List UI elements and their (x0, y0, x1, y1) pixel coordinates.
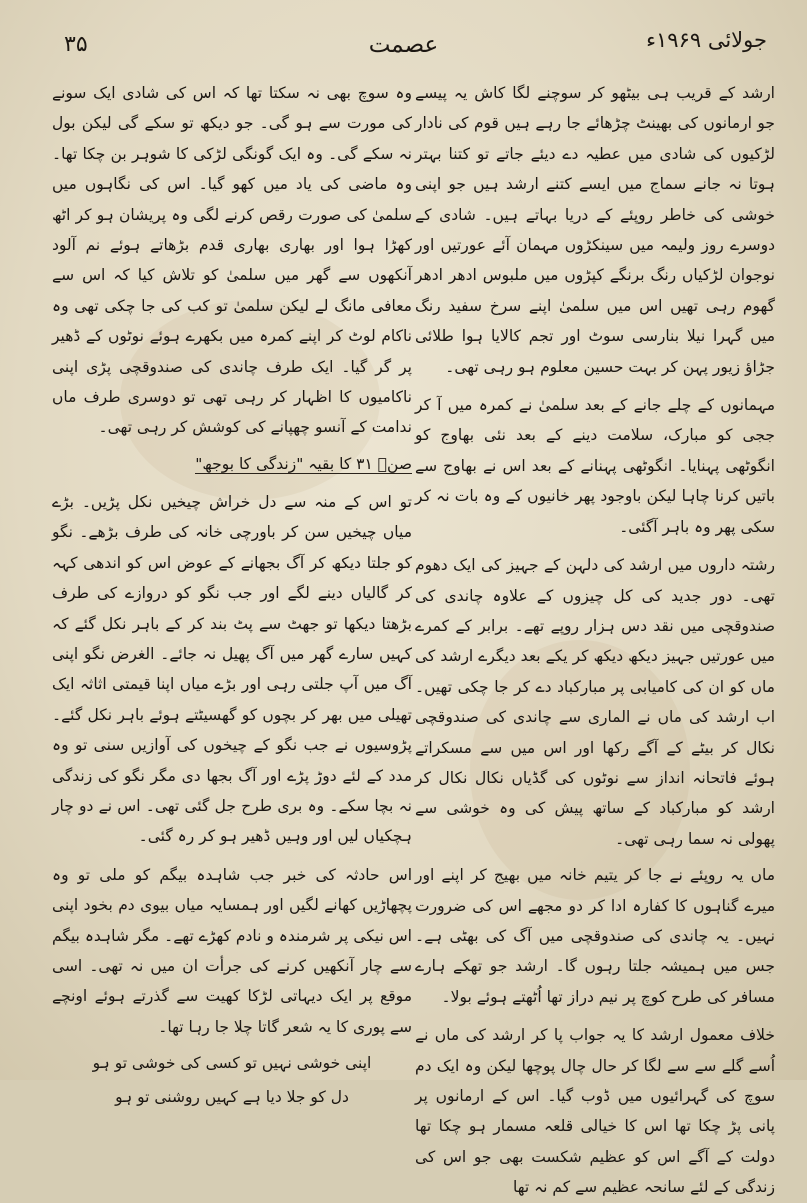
page-header (40, 26, 767, 66)
continuation-heading (52, 449, 412, 479)
paragraph: ارشد کے قریب ہی بیٹھو کر سوچنے لگا کاش یہ پیسے جو ارمانوں کی بھینٹ چڑھائے جا رہے ہیں قوم کی نادار لڑکیوں کی شادی میں عطیہ دے دیئے جاتے تو کتنا بہتر ہوتا نہ جانے سماج میں ایسے کتنے ارشد ہیں جو اپنی خوشی کی خاطر روپئے کے دریا بہاتے ہیں۔ شادی کے دوسرے روز ولیمہ میں سینکڑوں مہمان آئے عورتیں اور نوجوان لڑکیاں رنگ برنگے کپڑوں میں ملبوس ادھر ادھر گھوم رہی تھیں اس میں سلمیٰ اپنے سرخ سفید رنگ میں گہرا نیلا بنارسی سوٹ اور تجم کالایا ہوا طلائی جڑاؤ زیور پہن کر بہت حسین معلوم ہو رہی تھی۔ (415, 84, 775, 376)
poem-line: اپنی خوشی نہیں تو کسی کی خوشی تو ہو (92, 1054, 372, 1073)
paragraph: رشتہ داروں میں ارشد کی دلہن کے جہیز کی ایک دھوم تھی۔ دور جدید کی کل چیزوں کے علاوہ چاندی کی صندوقچی میں نقد دس ہزار روپے تھے۔ برابر کے کمرے میں عورتیں جہیز دیکھ دیکھ کر یکے بعد دیگرے ارشد کی ماں کو ان کی کامیابی پر مبارکباد دے کر جا چکی تھیں۔ اب ارشد کی ماں نے الماری سے چاندی کی صندوقچی نکال کر بیٹے کے آگے رکھا اور اس میں سے مسکراتے ہوئے فاتحانہ انداز سے نوٹوں کی گڈیاں نکال نکال کر ارشد کو مبارکباد کے ساتھ پیش کی وہ خوشی سے پھولی نہ سما رہی تھی۔ (415, 556, 775, 848)
right-column (415, 78, 775, 1197)
paragraph: اس حادثہ کی خبر جب شاہدہ بیگم کو ملی تو وہ پچھاڑیں کھانے لگیں اور ہمسایہ میاں بیوی دم بخود اپنی اس نیکی پر شرمندہ و نادم کھڑے تھے۔ مگر شاہدہ بیگم سے چار آنکھیں کرنے کی جرأت ان میں نہ تھی۔ اسی موقع پر ایک دیہاتی لڑکا کھیت سے گذرتے ہوئے اونچے سے پوری کا یہ شعر گاتا چلا جا رہا تھا۔ (52, 865, 412, 1036)
poem-line: دل کو جلا دیا ہے کہیں روشنی تو ہو (115, 1088, 349, 1107)
left-column (52, 78, 412, 1107)
issue-date: جولائی ۱۹۶۹ء (646, 28, 767, 52)
page-number: ۳۵ (64, 32, 88, 57)
paragraph: تو اس کے منہ سے دل خراش چیخیں نکل پڑیں۔ بڑے میاں چیخیں سن کر باورچی خانہ کی طرف بڑھے۔ نگو کو جلتا دیکھ کر آگ بجھانے کے عوض اس کو اندھی کہہ کر گالیاں دینے لگے اور جب نگو کو دروازے کی طرف بڑھتا دیکھا تو جھٹ سے پٹ بند کر کے باہر نکل گئے کہ کہیں سارے گھر میں آگ پھیل نہ جائے۔ الغرض نگو اپنی آگ میں آپ جلتی رہی اور بڑے میاں اپنا قیمتی اثاثہ ایک تھیلی میں بھر کر بچوں کو گھسیٹتے ہوئے باہر نکل گئے۔ پڑوسیوں نے جب نگو کے چیخوں کی آوازیں سنی تو وہ مدد کے لئے دوڑ پڑے اور آگ بجھا دی مگر نگو کی زندگی نہ بچا سکے۔ وہ بری طرح جل گئی تھی۔ اس نے دو چار ہچکیاں لیں اور وہیں ڈھیر ہو کر رہ گئی۔ (52, 492, 412, 846)
paragraph: مہمانوں کے چلے جانے کے بعد سلمیٰ نے کمرہ میں آ کر ججی کو مبارک، سلامت دینے کے بعد نئی بھاوج کو انگوٹھی پہنایا۔ انگوٹھی پہنانے کے بعد اس نے بھاوج سے باتیں کرنا چاہا لیکن باوجود پھر خانیوں کے وہ بات نہ کر سکی پھر وہ باہر آگئی۔ (415, 396, 775, 536)
paragraph: وہ سوچ بھی نہ سکتا تھا کہ اس کی شادی ایک سونے کی مورت سے ہو گی۔ جو دیکھ تو سکے گی لیکن بول نہ سکے گی۔ وہ ایک گونگی لڑکی کا شوہر بن چکا تھا۔ وہ ماضی کی یاد میں کھو گیا۔ اس کی نگاہوں میں سلمیٰ کی صورت رقص کرنے لگی وہ پریشان ہو کر اٹھ کھڑا ہوا اور بھاری بھاری قدم بڑھاتے ہوئے نم آلود آنکھوں سے گھر میں سلمیٰ کو تلاش کیا کہ اس سے معافی مانگ لے لیکن سلمیٰ تو کب کی جا چکی تھی وہ ناکام لوٹ کر اپنے کمرہ میں بکھرے ہوئے نوٹوں کے ڈھیر پر گر گیا۔ ایک طرف چاندی کی صندوقچی پڑی اپنی ناکامیوں کا اظہار کر رہی تھی تو دوسری طرف ماں ندامت کے آنسو چھپانے کی کوشش کر رہی تھی۔ (52, 84, 412, 437)
magazine-title: عصمت (368, 32, 439, 58)
continuation-heading-text: صنۤ ۳۱ کا بقیہ "زندگی کا بوجھ" (195, 454, 412, 473)
paragraph: ماں یہ روپئے نے جا کر یتیم خانہ میں بھیج کر اپنے اور میرے گناہوں کا کفارہ ادا کر دو مجھے اس کی ضرورت نہیں۔ یہ چاندی کی صندوقچی میں آگ کی بھٹی ہے۔ جس میں ہمیشہ جلتا رہوں گا۔ ارشد جو تھکے ہارے مسافر کی طرح کوچ پر نیم دراز تھا اُٹھتے ہوئے بولا۔ (415, 866, 775, 1006)
paragraph: خلاف معمول ارشد کا یہ جواب پا کر ارشد کی ماں نے اُسے گلے سے سے لگا کر حال چال پوچھا لیکن وہ ایک دم سوچ کی گہرائیوں میں ڈوب گیا۔ اس کے ارمانوں پر پانی پڑ چکا تھا اس کا خیالی قلعہ مسمار ہو چکا تھا دولت کے آگے اس کو عظیم شکست بھی جو اس کی زندگی کے لئے سانحہ عظیم سے کم نہ تھا (415, 1026, 775, 1197)
text-columns (52, 78, 775, 1197)
